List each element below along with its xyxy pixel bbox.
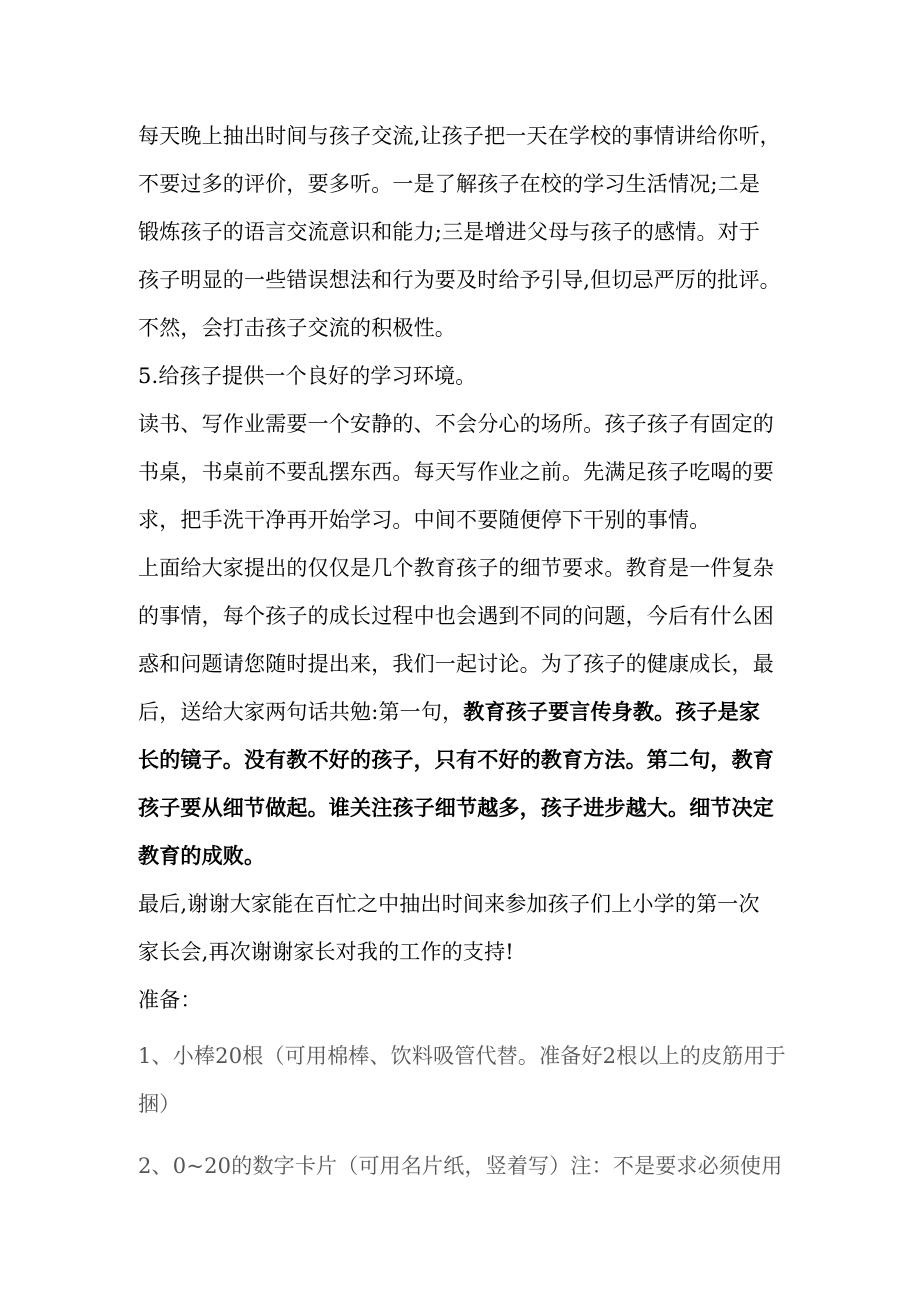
text-line: 最后,谢谢大家能在百忙之中抽出时间来参加孩子们上小学的第一次 (138, 892, 760, 916)
text-bold: 教育孩子要言传身教。孩子是家 (463, 699, 761, 724)
text-line: 的事情，每个孩子的成长过程中也会遇到不同的问题，今后有什么困 (138, 604, 774, 628)
document-page (138, 112, 798, 1190)
text-line: 读书、写作业需要一个安静的、不会分心的场所。孩子孩子有固定的 (138, 412, 774, 436)
text-line: 锻炼孩子的语言交流意识和能力;三是增进父母与孩子的感情。对于 (138, 220, 761, 244)
text-line-bold: 长的镜子。没有教不好的孩子，只有不好的教育方法。第二句，教育 (138, 747, 774, 772)
text-line: 惑和问题请您随时提出来，我们一起讨论。为了孩子的健康成长，最 (138, 652, 774, 676)
text-line: 捆） (138, 1092, 181, 1116)
text-line: 每天晚上抽出时间与孩子交流,让孩子把一天在学校的事情讲给你听， (138, 124, 781, 148)
paragraph-communication (138, 112, 798, 352)
text-line: 不然，会打击孩子交流的积极性。 (138, 316, 456, 340)
section-heading-5: 5.给孩子提供一个良好的学习环境。 (138, 364, 477, 388)
preparation-heading: 准备： (138, 988, 202, 1012)
text-line: 上面给大家提出的仅仅是几个教育孩子的细节要求。教育是一件复杂 (138, 556, 774, 580)
preparation-item-2: 2、0~20的数字卡片（可用名片纸，竖着写）注：不是要求必须使用 (138, 1154, 783, 1178)
text-line: 1、小棒20根（可用棉棒、饮料吸管代替。准备好2根以上的皮筋用于 (138, 1044, 786, 1068)
text-line-bold: 教育的成败。 (138, 843, 266, 868)
text-line: 书桌，书桌前不要乱摆东西。每天写作业之前。先满足孩子吃喝的要 (138, 460, 774, 484)
text-line: 求，把手洗干净再开始学习。中间不要随便停下干别的事情。 (138, 508, 711, 532)
paragraph-thanks (138, 880, 798, 976)
text-line: 家长会,再次谢谢家长对我的工作的支持! (138, 940, 514, 964)
paragraph-environment (138, 400, 798, 544)
paragraph-summary (138, 544, 798, 880)
text-line-bold: 孩子要从细节做起。谁关注孩子细节越多，孩子进步越大。细节决定 (138, 795, 774, 820)
text-normal: 后，送给大家两句话共勉:第一句， (138, 700, 464, 724)
preparation-item-1 (138, 1032, 798, 1128)
text-line: 孩子明显的一些错误想法和行为要及时给予引导,但切忌严厉的批评。 (138, 268, 781, 292)
text-line-mixed (138, 688, 798, 736)
text-line: 不要过多的评价，要多听。一是了解孩子在校的学习生活情况;二是 (138, 172, 761, 196)
